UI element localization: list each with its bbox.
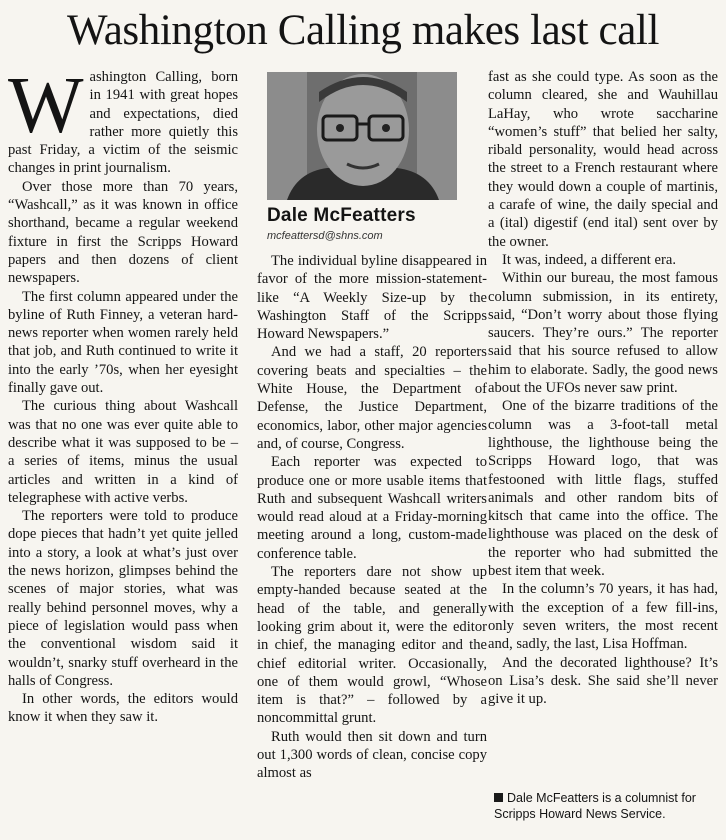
portrait-image	[267, 72, 457, 200]
paragraph: And we had a staff, 20 reporters covering beats and specialties – the White House, the Department of Defense, the Justice Department, economics, labor, other major agencies and, of course, Congress.	[257, 344, 487, 452]
headline: Washington Calling makes last call	[67, 7, 659, 54]
article-column-2	[257, 252, 487, 783]
paragraph: fast as she could type. As soon as the column cleared, she and Wauhillau LaHay, who wrote saccharine “women’s stuff” that belied her salty, ribald personality, would head across the street to a French restaurant where they would down a couple of martinis, a carafe of wine, the daily special and a (ital) digestif (end ital) sent over by the owner.	[488, 69, 718, 250]
paragraph: One of the bizarre traditions of the column was a 3-foot-tall metal lighthouse, the lighthouse being the Scripps Howard logo, that was festooned with little flags, stuffed animals and other random bits of kitsch that came into the office. The lighthouse was placed on the desk of the reporter who had submitted the best item that week.	[488, 398, 718, 580]
article-column-1	[8, 62, 238, 727]
paragraph: It was, indeed, a different era.	[502, 251, 676, 268]
paragraph: Within our bureau, the most famous column submission, in its entirety, said, “Don’t worry about those flying saucers. They’re ours.” The reporter said that his source refused to allow him to elaborate. Sadly, the good news about the UFOs never saw print.	[488, 270, 718, 397]
article-column-3	[488, 68, 718, 708]
drop-cap: W	[8, 62, 84, 150]
paragraph: The reporters were told to produce dope pieces that hadn’t yet quite jelled into a story, a look at what’s just over the news horizon, glimpses behind the scenes of major stories, what was really behind personnel moves, why a piece of legislation would pass when the conventional wisdom said it wouldn’t, snarky stuff overheard in the halls of Congress.	[8, 508, 238, 689]
paragraph: Each reporter was expected to produce one or more usable items that Ruth and subsequent Washcall writers would read aloud at a Friday-morning meeting around a long, custom-made conference table.	[257, 454, 487, 562]
paragraph: The curious thing about Washcall was that no one was ever quite able to describe what it was supposed to be – a series of items, minus the usual articles and written in a kind of telegraphese with active verbs.	[8, 398, 238, 506]
paragraph: In the column’s 70 years, it has had, with the exception of a few fill-ins, only seven writers, the most recent and, sadly, the last, Lisa Hoffman.	[488, 581, 718, 653]
paragraph: In other words, the editors would know it when they saw it.	[8, 691, 238, 726]
paragraph: Ruth would then sit down and turn out 1,300 words of clean, concise copy almost as	[257, 728, 487, 782]
lead-paragraph: Washington Calling, born in 1941 with great hopes and expectations, died rather more quietly this past Friday, a victim of the seismic changes in print journalism.	[8, 62, 238, 177]
paragraph: The individual byline disappeared in favor of the more mission-statement-like “A Weekly Size-up by the Washington Staff of the Scripps Howard Newspapers.”	[257, 253, 487, 343]
paragraph: And the decorated lighthouse? It’s on Lisa’s desk. She said she’ll never give it up.	[488, 654, 718, 708]
byline-email: mcfeattersd@shns.com	[267, 230, 383, 242]
columnist-photo	[267, 72, 457, 200]
square-bullet-icon	[494, 793, 503, 802]
byline-name: Dale McFeatters	[267, 205, 416, 226]
paragraph: Over those more than 70 years, “Washcall,” as it was known in office shorthand, became a regular weekend fixture in first the Scripps Howard papers and then dozens of client newspapers.	[8, 178, 238, 287]
paragraph: The first column appeared under the byline of Ruth Finney, a veteran hard-news reporter when women rarely held that job, and Ruth continued to write it into the early ’70s, when her eyesight finally gave out.	[8, 288, 238, 397]
columnist-tagline: Dale McFeatters is a columnist for Scripps Howard News Service.	[494, 791, 696, 821]
paragraph: The reporters dare not show up empty-handed because seated at the head of the table, and generally looking grim about it, were the editor in chief, the managing editor and the chief editorial writer. Occasionally, one of them would growl, “Whose item is that?” – followed by a noncommittal grunt.	[257, 564, 487, 727]
